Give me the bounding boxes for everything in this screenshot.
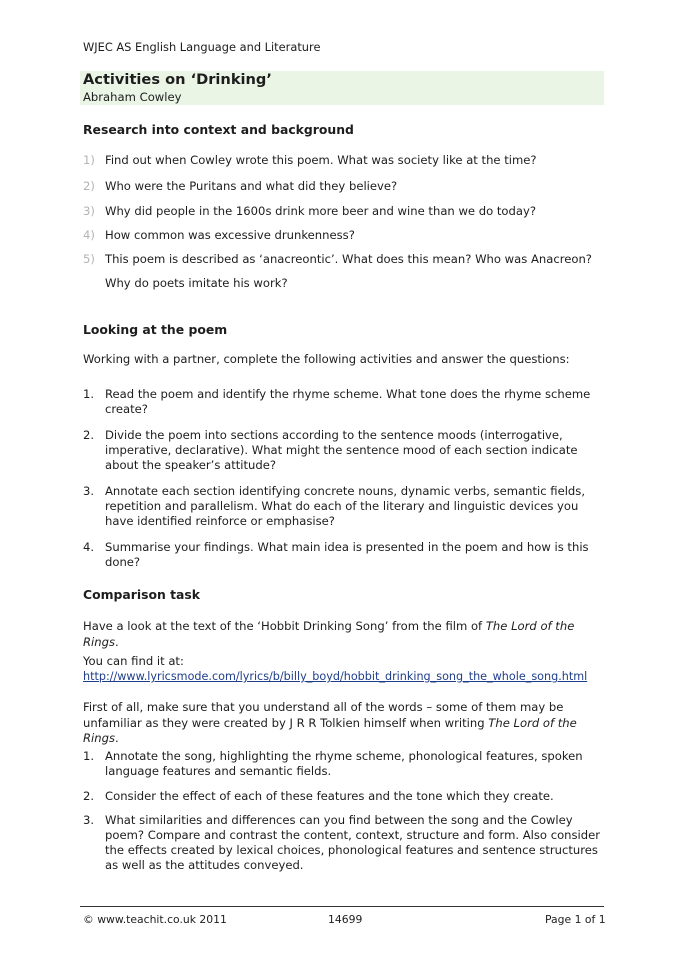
poem-heading: Looking at the poem bbox=[83, 322, 228, 337]
book-title: The Lord of the Rings bbox=[83, 715, 577, 745]
list-number: 2. bbox=[83, 428, 95, 442]
list-number: 3. bbox=[83, 813, 95, 827]
list-number: 3) bbox=[83, 204, 95, 218]
list-text: Consider the effect of each of these features and the tone which they create. bbox=[105, 789, 554, 803]
poem-intro: Working with a partner, complete the following activities and answer the questions: bbox=[83, 352, 570, 366]
footer-divider bbox=[80, 906, 604, 907]
list-number: 3. bbox=[83, 484, 95, 498]
list-text: Annotate each section identifying concrete nouns, dynamic verbs, semantic fields, repetition and parallelism. What do each of the literary and linguistic devices you have identified reinforce or emphasise? bbox=[105, 484, 586, 528]
course-header: WJEC AS English Language and Literature bbox=[83, 40, 321, 54]
footer-code: 14699 bbox=[328, 913, 363, 926]
comparison-heading: Comparison task bbox=[83, 587, 201, 602]
list-text: Find out when Cowley wrote this poem. What was society like at the time? bbox=[105, 153, 537, 167]
list-text: Who were the Puritans and what did they believe? bbox=[105, 179, 398, 193]
list-text-continued: Why do poets imitate his work? bbox=[105, 276, 288, 290]
page-title: Activities on ‘Drinking’ bbox=[83, 71, 272, 88]
list-number: 1) bbox=[83, 153, 95, 167]
list-item bbox=[83, 252, 609, 292]
list-text: How common was excessive drunkenness? bbox=[105, 228, 355, 242]
list-text: Read the poem and identify the rhyme scheme. What tone does the rhyme scheme create? bbox=[105, 387, 591, 416]
list-text: Why did people in the 1600s drink more beer and wine than we do today? bbox=[105, 204, 537, 218]
comparison-note: First of all, make sure that you understand all of the words – some of them may be unfamiliar as they were created by J R R Tolkien himself when writing The Lord of the Rings. bbox=[83, 700, 577, 745]
list-text: This poem is described as ‘anacreontic’. What does this mean? Who was Anacreon? bbox=[105, 252, 592, 266]
comparison-intro: Have a look at the text of the ‘Hobbit Drinking Song’ from the film of The Lord of the Rings. bbox=[83, 619, 575, 649]
list-number: 2. bbox=[83, 789, 95, 803]
footer-page-number: Page 1 of 1 bbox=[545, 913, 606, 926]
list-number: 5) bbox=[83, 252, 95, 266]
film-title: The Lord of the Rings bbox=[83, 619, 575, 649]
list-text: What similarities and differences can you find between the song and the Cowley poem? Compare and contrast the content, context, structure and form. Also consider the effects created by lexical choices, phonological features and sentence structures as well as the attitudes conveyed. bbox=[105, 813, 601, 872]
list-text: Annotate the song, highlighting the rhyme scheme, phonological features, spoken language features and semantic fields. bbox=[105, 749, 583, 778]
research-heading: Research into context and background bbox=[83, 122, 354, 137]
footer-copyright: © www.teachit.co.uk 2011 bbox=[83, 913, 227, 926]
author-name: Abraham Cowley bbox=[83, 90, 182, 104]
list-number: 4. bbox=[83, 540, 95, 554]
list-number: 1. bbox=[83, 387, 95, 401]
find-label: You can find it at: bbox=[83, 654, 184, 668]
list-number: 2) bbox=[83, 179, 95, 193]
list-text: Summarise your findings. What main idea is presented in the poem and how is this done? bbox=[105, 540, 589, 569]
list-number: 1. bbox=[83, 749, 95, 763]
list-number: 4) bbox=[83, 228, 95, 242]
list-text: Divide the poem into sections according to the sentence moods (interrogative, imperative, declarative). What might the sentence mood of each section indicate about the speaker’s attitude? bbox=[105, 428, 578, 472]
lyrics-link[interactable]: http://www.lyricsmode.com/lyrics/b/billy_boyd/hobbit_drinking_song_the_whole_song.html bbox=[83, 670, 588, 683]
